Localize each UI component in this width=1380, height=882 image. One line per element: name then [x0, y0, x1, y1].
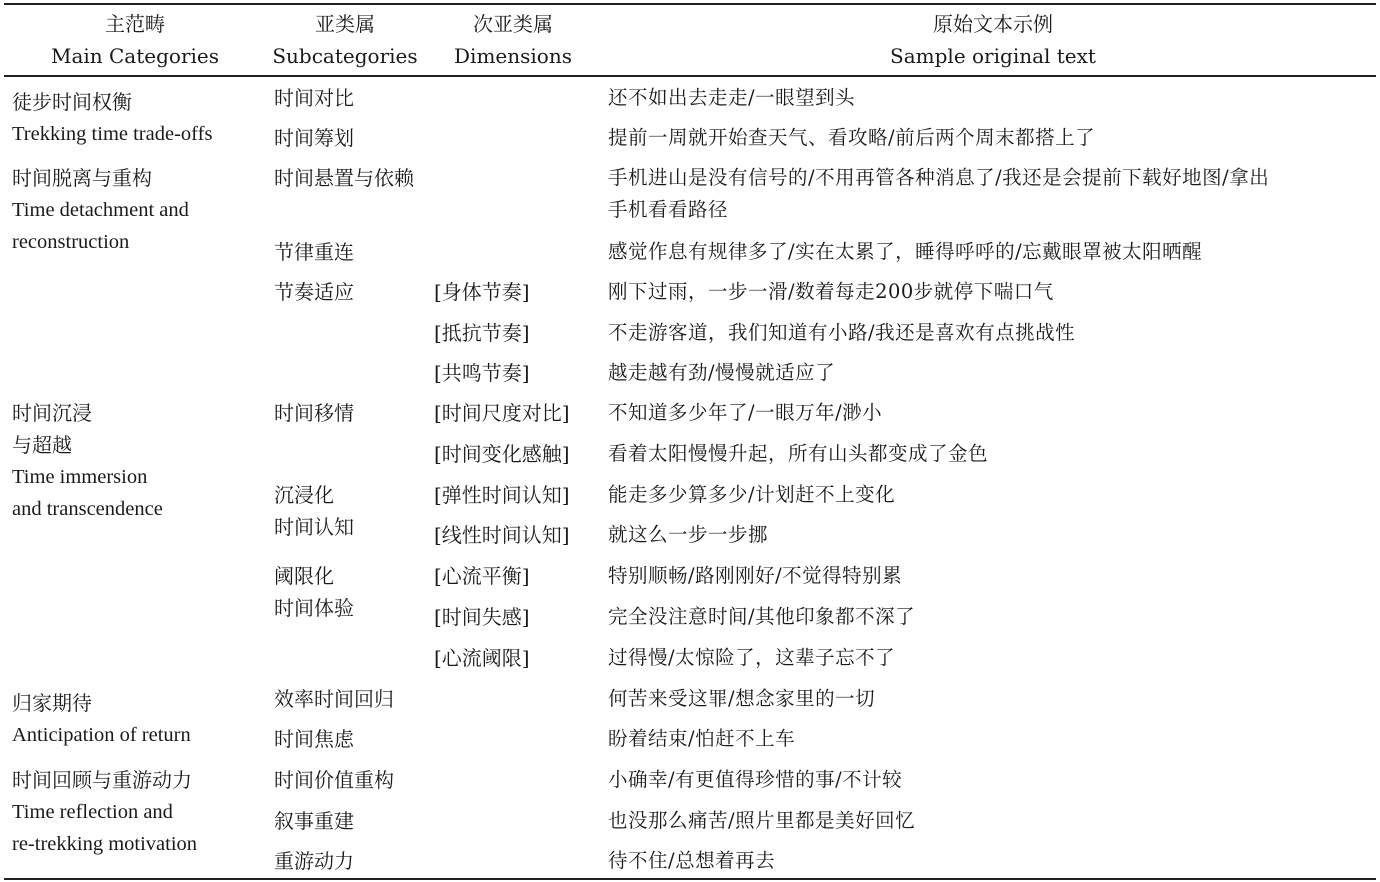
subcategory: 重游动力 [274, 849, 354, 873]
header-main-zh: 主范畴 [105, 12, 165, 36]
dimension: [弹性时间认知] [434, 483, 570, 507]
sample-text: 刚下过雨，一步一滑/数着每走200步就停下喘口气 [608, 280, 1054, 303]
sample-text: 提前一周就开始查天气、看攻略/前后两个周末都搭上了 [608, 126, 1096, 149]
main-category-en: Time detachment and [12, 199, 189, 221]
main-category-en: and transcendence [12, 498, 163, 520]
dimension: [身体节奏] [434, 280, 530, 304]
header-sample-zh: 原始文本示例 [933, 12, 1053, 36]
header-subcategories [262, 8, 428, 72]
subcategory: 时间悬置与依赖 [274, 166, 414, 190]
header-main-en: Main Categories [50, 44, 220, 68]
subcategory: 时间筹划 [274, 126, 354, 150]
sample-text: 待不住/总想着再去 [608, 849, 776, 872]
header-dim-zh: 次亚类属 [473, 12, 553, 36]
subcategory [274, 479, 354, 543]
main-category-anticipation-of-return [12, 687, 191, 751]
main-category-trekking-time-trade-offs [12, 86, 212, 150]
sample-text: 越走越有劲/慢慢就适应了 [608, 361, 836, 384]
sample-text: 不走游客道，我们知道有小路/我还是喜欢有点挑战性 [608, 321, 1076, 344]
subcategory: 节奏适应 [274, 280, 354, 304]
subcategory: 时间焦虑 [274, 727, 354, 751]
subcategory: 效率时间回归 [274, 687, 394, 711]
header-dim-en: Dimensions [454, 44, 572, 68]
sample-text: 何苦来受这罪/想念家里的一切 [608, 687, 876, 710]
main-category-time-detachment [12, 162, 189, 258]
dimension: [抵抗节奏] [434, 321, 530, 345]
subcategory: 叙事重建 [274, 809, 354, 833]
header-main-categories [10, 8, 260, 72]
sample-text-continuation: 手机看看路径 [608, 198, 729, 221]
sample-text: 盼着结束/怕赶不上车 [608, 727, 796, 750]
header-dimensions [428, 8, 598, 72]
main-category-zh: 时间沉浸 [12, 401, 92, 425]
dimension: [时间失感] [434, 605, 530, 629]
dimension: [心流平衡] [434, 564, 530, 588]
main-category-zh: 归家期待 [12, 691, 92, 715]
sample-text: 能走多少算多少/计划赶不上变化 [608, 483, 896, 506]
sample-text: 就这么一步一步挪 [608, 523, 769, 546]
sample-text: 感觉作息有规律多了/实在太累了，睡得呼呼的/忘戴眼罩被太阳晒醒 [608, 240, 1203, 263]
main-category-en: Trekking time trade-offs [12, 123, 213, 145]
dimension: [时间尺度对比] [434, 401, 570, 425]
subcategory [274, 560, 354, 624]
header-sub-en: Subcategories [272, 44, 418, 68]
dimension: [线性时间认知] [434, 523, 570, 547]
main-category-en: Anticipation of return [12, 724, 191, 746]
main-category-zh: 时间回顾与重游动力 [12, 768, 192, 792]
main-category-en: Time reflection and [12, 801, 173, 823]
header-sample-text [600, 8, 1380, 72]
sample-text: 完全没注意时间/其他印象都不深了 [608, 605, 916, 628]
dimension: [心流阈限] [434, 646, 530, 670]
subcategory: 时间对比 [274, 86, 354, 110]
subcategory-line: 时间体验 [274, 596, 354, 620]
sample-text: 过得慢/太惊险了，这辈子忘不了 [608, 646, 896, 669]
main-category-zh: 徒步时间权衡 [12, 90, 132, 114]
main-category-en: reconstruction [12, 231, 130, 253]
main-category-en: Time immersion [12, 466, 148, 488]
subcategory: 时间移情 [274, 401, 354, 425]
subcategory: 节律重连 [274, 240, 354, 264]
subcategory-line: 时间认知 [274, 515, 354, 539]
sample-text: 特别顺畅/路刚刚好/不觉得特别累 [608, 564, 903, 587]
main-category-time-immersion [12, 397, 163, 525]
main-category-en: re-trekking motivation [12, 833, 198, 855]
dimension: [时间变化感触] [434, 442, 570, 466]
header-sample-en: Sample original text [890, 44, 1096, 68]
table-bottom-rule [4, 878, 1376, 880]
sample-text: 也没那么痛苦/照片里都是美好回忆 [608, 809, 916, 832]
table-header-rule [4, 75, 1376, 77]
header-sub-zh: 亚类属 [315, 12, 375, 36]
main-category-zh: 与超越 [12, 433, 72, 457]
subcategory: 时间价值重构 [274, 768, 394, 792]
sample-text: 手机进山是没有信号的/不用再管各种消息了/我还是会提前下载好地图/拿出 [608, 166, 1270, 189]
subcategory-line: 阈限化 [274, 564, 334, 588]
main-category-time-reflection [12, 764, 197, 860]
sample-text: 小确幸/有更值得珍惜的事/不计较 [608, 768, 903, 791]
main-category-zh: 时间脱离与重构 [12, 166, 152, 190]
table-top-rule [4, 3, 1376, 5]
sample-text: 看着太阳慢慢升起，所有山头都变成了金色 [608, 442, 989, 465]
sample-text: 还不如出去走走/一眼望到头 [608, 86, 856, 109]
dimension: [共鸣节奏] [434, 361, 530, 385]
subcategory-line: 沉浸化 [274, 483, 334, 507]
sample-text: 不知道多少年了/一眼万年/渺小 [608, 401, 883, 424]
